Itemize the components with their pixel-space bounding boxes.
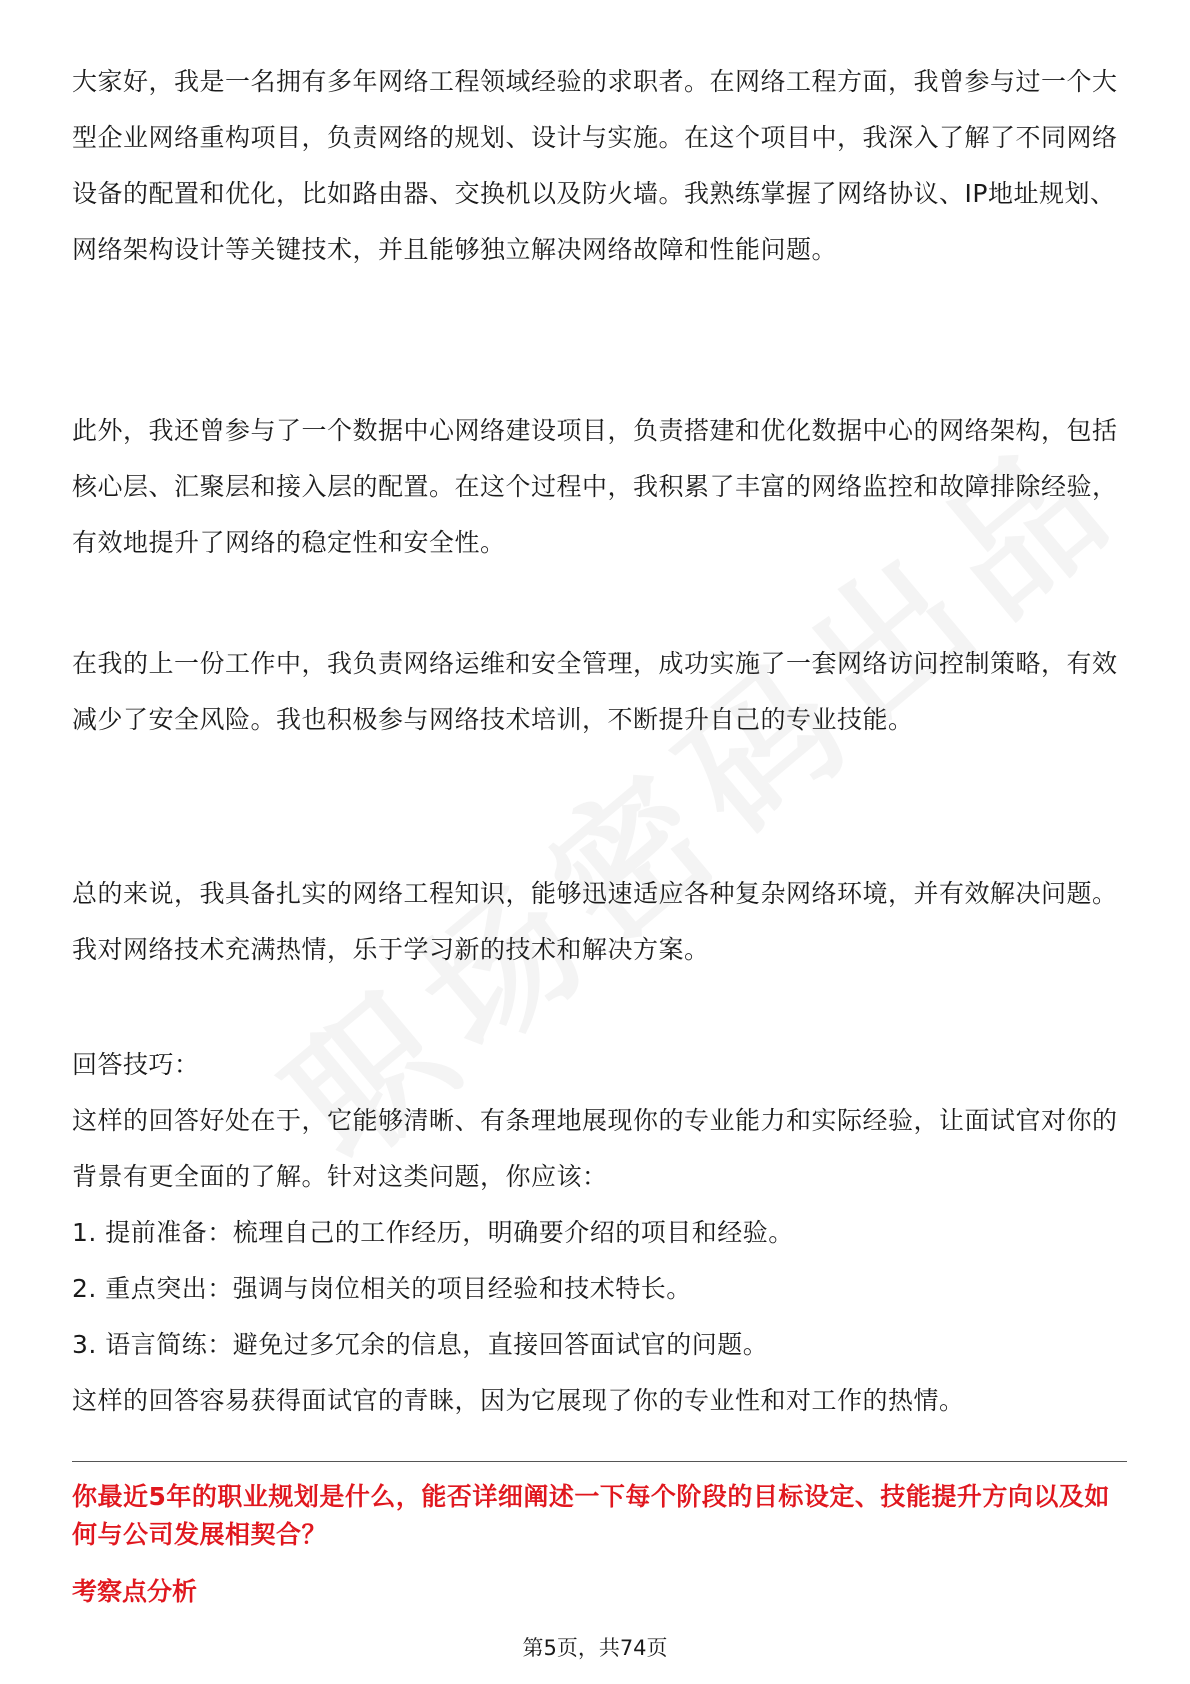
tips-item-2: 2. 重点突出：强调与岗位相关的项目经验和技术特长。 xyxy=(72,1274,692,1303)
tips-item-3: 3. 语言简练：避免过多冗余的信息，直接回答面试官的问题。 xyxy=(72,1330,769,1359)
answer-paragraph-2: 此外，我还曾参与了一个数据中心网络建设项目，负责搭建和优化数据中心的网络架构，包括核心层、汇聚层和接入层的配置。在这个过程中，我积累了丰富的网络监控和故障排除经验，有效地提升了网络的稳定性和安全性。 xyxy=(72,416,1118,557)
analysis-heading: 考察点分析 xyxy=(72,1577,198,1606)
tips-intro: 这样的回答好处在于，它能够清晰、有条理地展现你的专业能力和实际经验，让面试官对你的背景有更全面的了解。针对这类问题，你应该： xyxy=(72,1106,1118,1191)
answer-paragraph-4: 总的来说，我具备扎实的网络工程知识，能够迅速适应各种复杂网络环境，并有效解决问题。我对网络技术充满热情，乐于学习新的技术和解决方案。 xyxy=(72,879,1118,964)
tips-item-1: 1. 提前准备：梳理自己的工作经历，明确要介绍的项目和经验。 xyxy=(72,1218,794,1247)
answer-paragraph-3: 在我的上一份工作中，我负责网络运维和安全管理，成功实施了一套网络访问控制策略，有效减少了安全风险。我也积极参与网络技术培训，不断提升自己的专业技能。 xyxy=(72,649,1118,734)
tips-heading: 回答技巧： xyxy=(72,1050,200,1079)
answer-paragraph-1: 大家好，我是一名拥有多年网络工程领域经验的求职者。在网络工程方面，我曾参与过一个大型企业网络重构项目，负责网络的规划、设计与实施。在这个项目中，我深入了解了不同网络设备的配置和优化，比如路由器、交换机以及防火墙。我熟练掌握了网络协议、IP地址规划、网络架构设计等关键技术，并且能够独立解决网络故障和性能问题。 xyxy=(72,67,1118,264)
section-divider xyxy=(72,1461,1127,1462)
answer-tips xyxy=(72,1037,1132,1429)
page-number: 第5页，共74页 xyxy=(522,1636,668,1660)
next-question: 你最近5年的职业规划是什么，能否详细阐述一下每个阶段的目标设定、技能提升方向以及如何与公司发展相契合？ xyxy=(72,1482,1110,1549)
tips-closing: 这样的回答容易获得面试官的青睐，因为它展现了你的专业性和对工作的热情。 xyxy=(72,1386,965,1415)
